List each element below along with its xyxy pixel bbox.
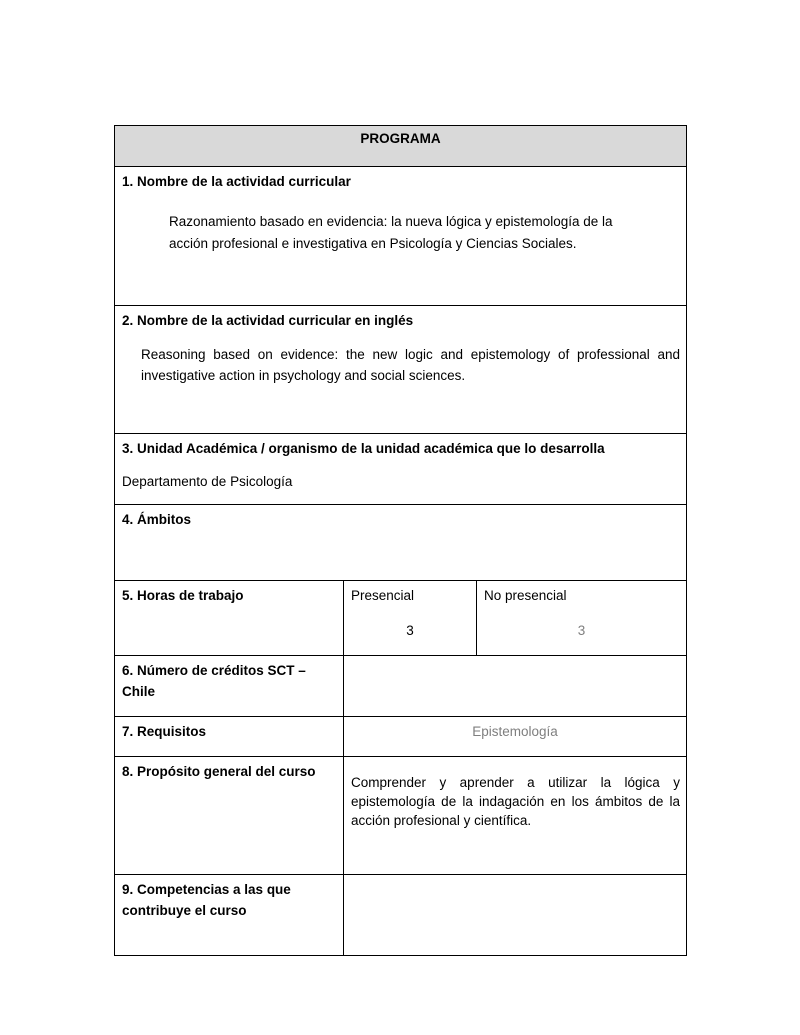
requirements-label: 7. Requisitos: [115, 717, 344, 757]
academic-unit-value: Departamento de Psicología: [122, 474, 293, 489]
competencies-label: 9. Competencias a las que contribuye el curso: [115, 875, 344, 956]
row-credits: [115, 656, 687, 717]
activity-name-label: 1. Nombre de la actividad curricular: [122, 174, 351, 189]
program-table: [114, 125, 687, 956]
activity-name-line-2: acción profesional e investigativa en Psicología y Ciencias Sociales.: [169, 236, 577, 251]
work-hours-label: 5. Horas de trabajo: [115, 581, 344, 656]
row-requirements: [115, 717, 687, 757]
presencial-value: 3: [406, 623, 414, 638]
row-purpose: [115, 757, 687, 875]
presencial-cell: [344, 581, 477, 656]
program-title: PROGRAMA: [115, 126, 687, 167]
requirements-value: Epistemología: [344, 717, 687, 757]
ambitos-label: 4. Ámbitos: [115, 505, 687, 581]
presencial-label: Presencial: [351, 588, 415, 603]
competencies-value: [344, 875, 687, 956]
row-competencies: [115, 875, 687, 956]
purpose-label: 8. Propósito general del curso: [115, 757, 344, 875]
row-activity-name: [115, 167, 687, 306]
row-work-hours: [115, 581, 687, 656]
row-academic-unit: [115, 434, 687, 505]
credits-label: 6. Número de créditos SCT – Chile: [115, 656, 344, 717]
activity-name-en-value: Reasoning based on evidence: the new logic and epistemology of professional and investigative action in psychology and social sciences.: [141, 347, 681, 383]
no-presencial-value: 3: [577, 623, 586, 638]
row-ambitos: [115, 505, 687, 581]
no-presencial-label: No presencial: [484, 588, 567, 603]
header-row: [115, 126, 687, 167]
credits-value: [344, 656, 687, 717]
purpose-value: Comprender y aprender a utilizar la lógica y epistemología de la indagación en los ámbitos de la acción profesional y científica.: [344, 757, 687, 875]
no-presencial-cell: [477, 581, 687, 656]
academic-unit-label: 3. Unidad Académica / organismo de la unidad académica que lo desarrolla: [122, 441, 605, 456]
activity-name-line-1: Razonamiento basado en evidencia: la nueva lógica y epistemología de la: [169, 214, 613, 229]
activity-name-value: [115, 192, 686, 255]
row-activity-name-en: [115, 306, 687, 434]
activity-name-en-label: 2. Nombre de la actividad curricular en inglés: [122, 313, 414, 328]
